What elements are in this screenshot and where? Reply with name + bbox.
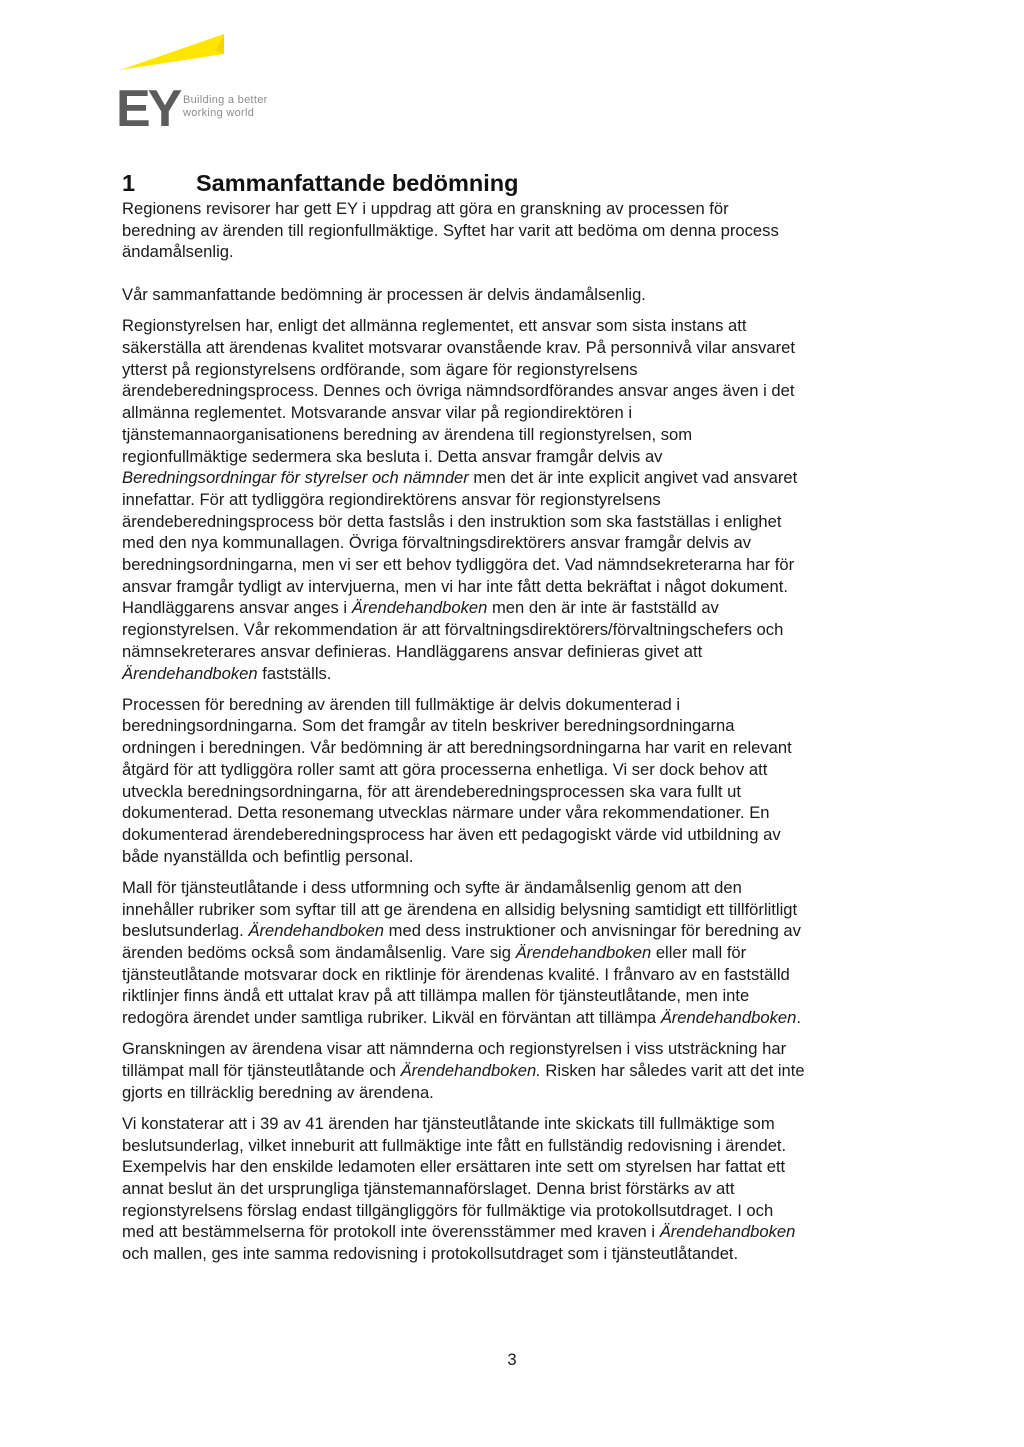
summary-body xyxy=(122,198,912,1274)
text-line xyxy=(122,663,912,685)
text-line xyxy=(122,554,912,576)
text-run: gjorts en tillräcklig beredning av ärendena. xyxy=(122,1082,434,1102)
italic-text: Ärendehandboken xyxy=(660,1008,797,1028)
text-line xyxy=(122,1243,912,1265)
text-line xyxy=(122,597,912,619)
text-line xyxy=(122,824,912,846)
text-run: men den är inte är fastställd av xyxy=(487,598,719,618)
svg-text:EY: EY xyxy=(118,80,180,130)
text-line xyxy=(122,446,912,468)
text-run: eller mall för xyxy=(651,943,747,962)
text-run: dokumenterad. Detta resonemang utvecklas närmare under våra rekommendationer. En xyxy=(122,803,770,823)
italic-text: Ärendehandboken. xyxy=(400,1061,541,1081)
text-run: ordningen i beredningen. Vår bedömning är att beredningsordningarna har varit en relevant xyxy=(122,738,792,758)
text-run: Risken har således varit att det inte xyxy=(540,1061,805,1081)
italic-text: Ärendehandboken xyxy=(248,921,385,941)
text-run: innehåller rubriker som syftar till att ge ärendena en allsidig belysning samtidigt ett tillförlitligt xyxy=(122,899,798,919)
text-run: fastställs. xyxy=(257,663,332,683)
text-run: beredning av ärenden till regionfullmäktige. Syftet har varit att bedöma om denna process xyxy=(122,220,779,240)
text-line xyxy=(122,380,912,402)
text-run: regionstyrelsens förslag endast tillgängliggörs för fullmäktige via protokollsutdraget. I och xyxy=(122,1200,774,1220)
text-run: dokumenterad ärendeberedningsprocess har även ett pedagogiskt värde vid utbildning av xyxy=(122,824,781,844)
text-run: Vi konstaterar att i 39 av 41 ärenden har tjänsteutlåtande inte skickats till fullmäktige som xyxy=(122,1113,775,1133)
text-line xyxy=(122,511,912,533)
text-run: med att bestämmelserna för protokoll inte överensstämmer med kraven i xyxy=(122,1222,660,1242)
body-paragraph xyxy=(122,877,912,1029)
text-run: åtgärd för att tydliggöra roller samt att göra processerna enhetliga. Vi ser dock behov att xyxy=(122,759,768,779)
text-line xyxy=(122,1178,912,1200)
text-run: Regionstyrelsen har, enligt det allmänna reglementet, ett ansvar som sista instans att xyxy=(122,316,747,336)
text-run: utveckla beredningsordningarna, för att ärendeberedningsprocessen ska vara fullt ut xyxy=(122,781,741,801)
body-paragraph xyxy=(122,198,912,263)
text-run: Granskningen av ärendena visar att nämnderna och regionstyrelsen i viss utsträckning har xyxy=(122,1039,787,1059)
text-line xyxy=(122,1113,912,1135)
text-line xyxy=(122,1060,912,1082)
body-paragraph xyxy=(122,315,912,684)
text-run: beslutsunderlag, vilket inneburit att fullmäktige inte fått en fullständig redovisning i ärendet. xyxy=(122,1135,787,1155)
text-line xyxy=(122,315,912,337)
text-run: tjänstemannaorganisationens beredning av ärendena till regionstyrelsen, som xyxy=(122,424,693,444)
text-run: regionstyrelsen. Vår rekommendation är att förvaltningsdirektörers/förvaltningschefers och xyxy=(122,620,784,640)
text-run: beredningsordningarna. Som det framgår av titeln beskriver beredningsordningarna xyxy=(122,716,735,736)
text-run: ärendeberedningsprocess bör detta fastslås i den instruktion som ska fastställas i enlighet xyxy=(122,511,782,531)
text-line xyxy=(122,641,912,663)
text-run: med den nya kommunallagen. Övriga förvaltningsdirektörers ansvar framgår delvis av xyxy=(122,533,752,553)
text-line xyxy=(122,1007,912,1029)
text-run: Mall för tjänsteutlåtande i dess utformning och syfte är ändamålsenlig genom att den xyxy=(122,877,742,897)
section-number: 1 xyxy=(122,170,136,196)
text-line xyxy=(122,337,912,359)
text-line xyxy=(122,1156,912,1178)
text-line xyxy=(122,942,912,964)
text-line xyxy=(122,759,912,781)
text-run: tjänsteutlåtande motsvarar dock en riktlinje för ärendenas kvalité. I frånvaro av en fastställd xyxy=(122,964,790,984)
text-line xyxy=(122,1135,912,1157)
text-line xyxy=(122,532,912,554)
body-paragraph xyxy=(122,694,912,868)
tagline-line-1: Building a better xyxy=(183,94,268,106)
text-run: regionfullmäktige sedermera ska besluta i. Detta ansvar framgår delvis av xyxy=(122,446,663,466)
text-line xyxy=(122,694,912,716)
body-paragraph xyxy=(122,1113,912,1265)
text-line xyxy=(122,715,912,737)
text-run: Vår sammanfattande bedömning är processen är delvis ändamålsenlig. xyxy=(122,285,646,305)
text-line xyxy=(122,1082,912,1104)
text-run: riktlinjer finns ändå ett uttalat krav på att tillämpa mallen för tjänsteutlåtande, men inte xyxy=(122,986,750,1006)
text-line xyxy=(122,1038,912,1060)
text-line xyxy=(122,619,912,641)
text-line xyxy=(122,781,912,803)
text-line xyxy=(122,402,912,424)
text-line xyxy=(122,489,912,511)
italic-text: Beredningsordningar för styrelser och nämnder xyxy=(122,468,469,488)
text-line xyxy=(122,964,912,986)
text-line xyxy=(122,424,912,446)
body-paragraph xyxy=(122,284,912,306)
text-line xyxy=(122,1221,912,1243)
italic-text: Ärendehandboken xyxy=(659,1222,796,1242)
italic-text: Ärendehandboken xyxy=(351,598,488,618)
text-run: ärendeberedningsprocess. Dennes och övriga nämndsordförandes ansvar anges även i det xyxy=(122,381,795,401)
text-line xyxy=(122,802,912,824)
italic-text: Ärendehandboken xyxy=(122,663,258,683)
text-run: Regionens revisorer har gett EY i uppdrag att göra en granskning av processen för xyxy=(122,199,729,218)
text-run: annat beslut än det ursprungliga tjänstemannaförslaget. Denna brist förstärks av att xyxy=(122,1179,735,1199)
text-run: Handläggarens ansvar anges i xyxy=(122,598,352,618)
text-run: allmänna reglementet. Motsvarande ansvar vilar på regiondirektören i xyxy=(122,403,633,423)
text-line xyxy=(122,846,912,868)
text-line xyxy=(122,198,912,220)
text-run: nämnsekreterares ansvar definieras. Handläggarens ansvar definieras givet att xyxy=(122,641,703,661)
text-line xyxy=(122,284,912,306)
text-run: ansvar framgår tydligt av intervjuerna, men vi har inte fått detta bekräftat i något dokument. xyxy=(122,576,788,596)
tagline-line-2: working world xyxy=(183,107,255,119)
text-line xyxy=(122,359,912,381)
text-line xyxy=(122,467,912,489)
text-line xyxy=(122,576,912,598)
text-run: men det är inte explicit angivet vad ansvaret xyxy=(468,468,798,488)
italic-text: Ärendehandboken xyxy=(515,943,652,962)
text-run: både nyanställda och befintlig personal. xyxy=(122,846,414,866)
section-title: Sammanfattande bedömning xyxy=(196,170,519,196)
text-run: säkerställa att ärendenas kvalitet motsvarar ovanstående krav. På personnivå vilar ansvaret xyxy=(122,338,796,358)
text-run: ändamålsenlig. xyxy=(122,242,234,262)
text-run: . xyxy=(796,1008,801,1028)
text-run: redogöra ärendet under samtliga rubriker. Likväl en förväntan att tillämpa xyxy=(122,1008,661,1028)
text-line xyxy=(122,920,912,942)
section-heading xyxy=(122,170,519,197)
body-paragraph xyxy=(122,1038,912,1103)
text-line xyxy=(122,899,912,921)
text-run: och mallen, ges inte samma redovisning i protokollsutdraget som i tjänsteutlåtandet. xyxy=(122,1244,739,1264)
page-number: 3 xyxy=(507,1350,517,1369)
ey-tagline xyxy=(183,94,268,120)
text-line xyxy=(122,241,912,263)
text-run: Exempelvis har den enskilde ledamoten eller ersättaren inte sett om styrelsen har fattat ett xyxy=(122,1157,786,1177)
text-run: ärenden bedöms också som ändamålsenlig. Vare sig xyxy=(122,943,516,962)
text-line xyxy=(122,737,912,759)
text-line xyxy=(122,985,912,1007)
text-run: innefattar. För att tydliggöra regiondirektörens ansvar för regionstyrelsens xyxy=(122,489,661,509)
text-run: beslutsunderlag. xyxy=(122,921,249,941)
text-line xyxy=(122,1200,912,1222)
text-line xyxy=(122,877,912,899)
text-run: tillämpat mall för tjänsteutlåtande och xyxy=(122,1061,401,1081)
text-run: beredningsordningarna, men vi ser ett behov tydliggöra det. Vad nämndsekreterarna har för xyxy=(122,555,795,575)
text-run: med dess instruktioner och anvisningar för beredning av xyxy=(384,921,801,941)
text-line xyxy=(122,220,912,242)
text-run: Processen för beredning av ärenden till fullmäktige är delvis dokumenterad i xyxy=(122,694,681,714)
text-run: ytterst på regionstyrelsens ordförande, som ägare för regionstyrelsens xyxy=(122,359,638,379)
